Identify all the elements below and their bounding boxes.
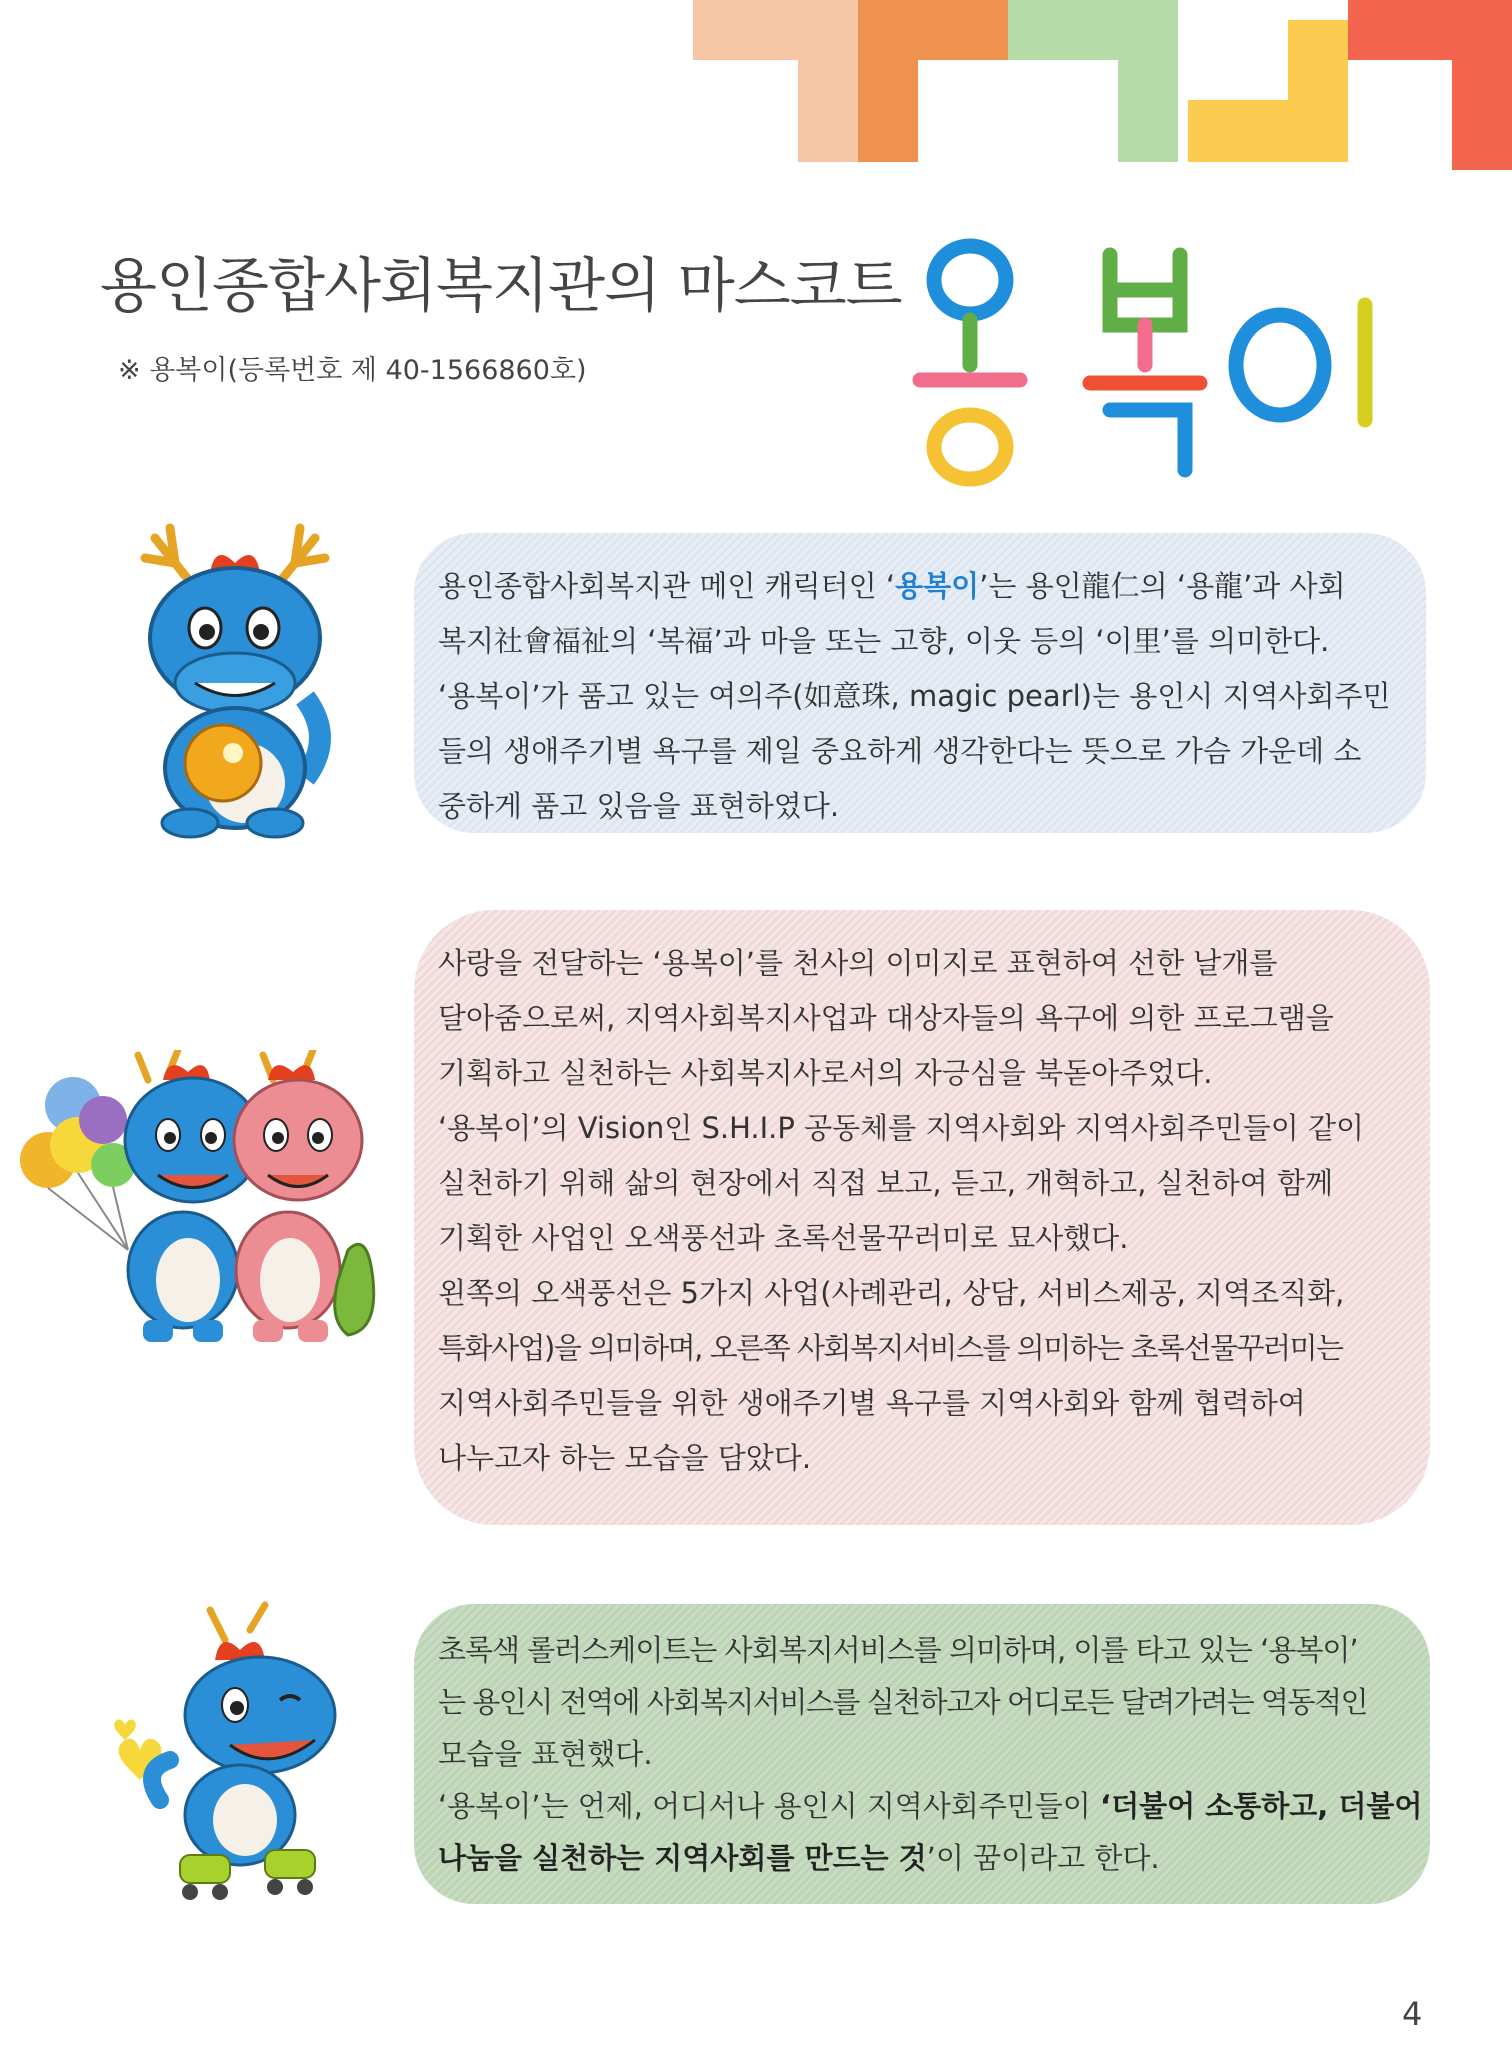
mascot-couple-with-balloons-illustration xyxy=(18,1050,398,1350)
description-box-skates xyxy=(414,1604,1430,1904)
mascot-roller-skates-illustration xyxy=(100,1600,360,1910)
angel-line-8: 특화사업)을 의미하며, 오른쪽 사회복지서비스를 의미하는 초록선물꾸러미는 xyxy=(438,1331,1343,1365)
left-foot xyxy=(162,809,218,837)
orange-block xyxy=(858,0,1008,60)
skates-line-5: 나눔을 실천하는 지역사회를 만드는 것’이 꿈이라고 한다. xyxy=(438,1841,1160,1875)
angel-line-4: ‘용복이’의 Vision인 S.H.I.P 공동체를 지역사회와 지역사회주민들이 같이 xyxy=(438,1111,1365,1145)
light-green-block xyxy=(1008,0,1178,60)
page-title: 용인종합사회복지관의 마스코트 xyxy=(100,251,902,320)
pink-dragon xyxy=(234,1050,374,1342)
angel-line-10: 나누고자 하는 모습을 담았다. xyxy=(438,1441,812,1475)
tail xyxy=(305,698,320,778)
peach-block xyxy=(693,0,858,60)
orange-block-lower xyxy=(858,60,918,162)
registration-note: ※ 용복이(등록번호 제 40-1566860호) xyxy=(118,355,587,386)
i-circle xyxy=(1236,315,1324,415)
yellow-block-lower xyxy=(1188,100,1348,162)
angel-line-1: 사랑을 전달하는 ‘용복이’를 천사의 이미지로 표현하여 선한 날개를 xyxy=(438,946,1278,980)
skates-line-3: 모습을 표현했다. xyxy=(438,1737,653,1771)
skates-line-2: 는 용인시 전역에 사회복지서비스를 실천하고자 어디로든 달려가려는 역동적인 xyxy=(438,1685,1367,1719)
coral-block-lower xyxy=(1452,60,1512,170)
mascot-holding-pearl-illustration xyxy=(135,518,335,843)
balloons xyxy=(20,1077,135,1250)
yong-circle-top xyxy=(934,246,1006,314)
highlight-mascot-name: 용복이 xyxy=(895,569,980,603)
logotype-yong xyxy=(920,246,1020,479)
bold-dream-part-1: ‘더불어 소통하고, 더불어 xyxy=(1100,1789,1423,1823)
angel-line-5: 실천하기 위해 삶의 현장에서 직접 보고, 듣고, 개혁하고, 실천하여 함께 xyxy=(438,1166,1334,1200)
pearl-line-3: ‘용복이’가 품고 있는 여의주(如意珠, magic pearl)는 용인시 지역사회주민 xyxy=(438,679,1391,713)
pearl-line-1: 용인종합사회복지관 메인 캐릭터인 ‘용복이’는 용인龍仁의 ‘용龍’과 사회 xyxy=(438,569,1346,603)
heart-small xyxy=(114,1720,136,1740)
bold-dream-part-2: 나눔을 실천하는 지역사회를 만드는 것 xyxy=(438,1841,927,1875)
light-green-block-lower xyxy=(1118,60,1178,162)
coral-block xyxy=(1348,0,1512,60)
yong-circle-bottom xyxy=(934,415,1006,479)
pearl-line-5: 중하게 품고 있음을 표현하였다. xyxy=(438,789,840,823)
angel-line-3: 기획하고 실천하는 사회복지사로서의 자긍심을 북돋아주었다. xyxy=(438,1056,1213,1090)
blue-dragon xyxy=(125,1050,261,1342)
skates-line-4: ‘용복이’는 언제, 어디서나 용인시 지역사회주민들이 ‘더불어 소통하고, 더불어 xyxy=(438,1789,1423,1823)
logotype-bok xyxy=(1090,255,1200,470)
right-foot xyxy=(247,809,303,837)
angel-line-2: 달아줌으로써, 지역사회복지사업과 대상자들의 욕구에 의한 프로그램을 xyxy=(438,1001,1334,1035)
page-number: 4 xyxy=(1402,1995,1423,2033)
pearl-line-4: 들의 생애주기별 욕구를 제일 중요하게 생각한다는 뜻으로 가슴 가운데 소 xyxy=(438,734,1362,768)
bok-k xyxy=(1110,410,1185,470)
angel-line-6: 기획한 사업인 오색풍선과 초록선물꾸러미로 묘사했다. xyxy=(438,1221,1129,1255)
peach-block-lower xyxy=(798,60,858,162)
yellow-block-upper xyxy=(1288,20,1348,100)
color-blocks-decoration xyxy=(690,0,1512,170)
pearl xyxy=(185,725,261,801)
angel-line-9: 지역사회주민들을 위한 생애주기별 욕구를 지역사회와 함께 협력하여 xyxy=(438,1386,1306,1420)
bok-b xyxy=(1110,255,1180,325)
logotype-i xyxy=(1236,305,1365,420)
description-box-angel xyxy=(414,910,1430,1525)
skates-line-1: 초록색 롤러스케이트는 사회복지서비스를 의미하며, 이를 타고 있는 ‘용복이’ xyxy=(438,1633,1358,1667)
angel-line-7: 왼쪽의 오색풍선은 5가지 사업(사례관리, 상담, 서비스제공, 지역조직화, xyxy=(438,1276,1345,1310)
pearl-line-2: 복지社會福祉의 ‘복福’과 마을 또는 고향, 이웃 등의 ‘이里’를 의미한다. xyxy=(438,624,1330,658)
mascot-name-logotype xyxy=(900,225,1400,505)
description-box-pearl xyxy=(414,533,1426,833)
